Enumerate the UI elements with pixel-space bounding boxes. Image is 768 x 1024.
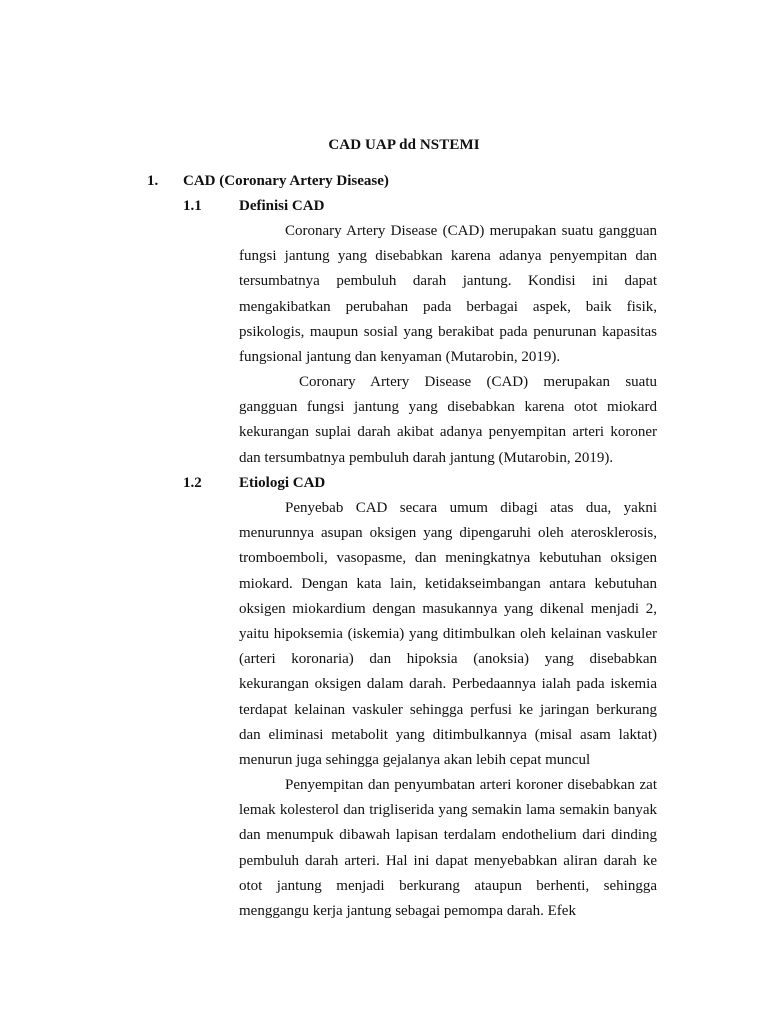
- etiologi-paragraph-1: Penyebab CAD secara umum dibagi atas dua, yakni menurunnya asupan oksigen yang dipengaruhi oleh aterosklerosis, tromboemboli, vasopasme, dan meningkatnya kebutuhan oksigen miokard. Dengan kata lain, ketidakseimbangan antara kebutuhan oksigen miokardium dengan masukannya yang dikenal menjadi 2, yaitu hipoksemia (iskemia) yang ditimbulkan oleh kelainan vaskuler (arteri koronaria) dan hipoksia (anoksia) yang disebabkan kekurangan oksigen dalam darah. Perbedaannya ialah pada iskemia terdapat kelainan vaskuler sehingga perfusi ke jaringan berkurang dan eliminasi metabolit yang ditimbulkannya (misal asam laktat) menurun juga sehingga gejalanya akan lebih cepat muncul: [239, 500, 657, 769]
- section-1-number: 1.: [147, 173, 159, 189]
- etiologi-paragraph-2: Penyempitan dan penyumbatan arteri koroner disebabkan zat lemak kolesterol dan trigliserida yang semakin lama semakin banyak dan menumpuk dibawah lapisan terdalam endothelium dari dinding pembuluh darah arteri. Hal ini dapat menyebabkan aliran darah ke otot jantung menjadi berkurang ataupun berhenti, sehingga menggangu kerja jantung sebagai pemompa darah. Efek: [239, 777, 657, 920]
- subsection-1-2-heading: Etiologi CAD: [239, 475, 326, 491]
- subsection-1-2-number: 1.2: [183, 475, 202, 491]
- subsection-1-1-heading: Definisi CAD: [239, 198, 325, 214]
- subsection-1-1-number: 1.1: [183, 198, 202, 214]
- page-title: CAD UAP dd NSTEMI: [328, 137, 480, 153]
- section-1-heading: CAD (Coronary Artery Disease): [183, 173, 389, 189]
- definisi-paragraph-2: Coronary Artery Disease (CAD) merupakan suatu gangguan fungsi jantung yang disebabkan karena otot miokard kekurangan suplai darah akibat adanya penyempitan arteri koroner dan tersumbatnya pembuluh darah jantung (Mutarobin, 2019).: [239, 374, 657, 466]
- definisi-paragraph-1: Coronary Artery Disease (CAD) merupakan suatu gangguan fungsi jantung yang disebabkan karena adanya penyempitan dan tersumbatnya pembuluh darah jantung. Kondisi ini dapat mengakibatkan perubahan pada berbagai aspek, baik fisik, psikologis, maupun sosial yang berakibat pada penurunan kapasitas fungsional jantung dan kenyaman (Mutarobin, 2019).: [239, 223, 657, 366]
